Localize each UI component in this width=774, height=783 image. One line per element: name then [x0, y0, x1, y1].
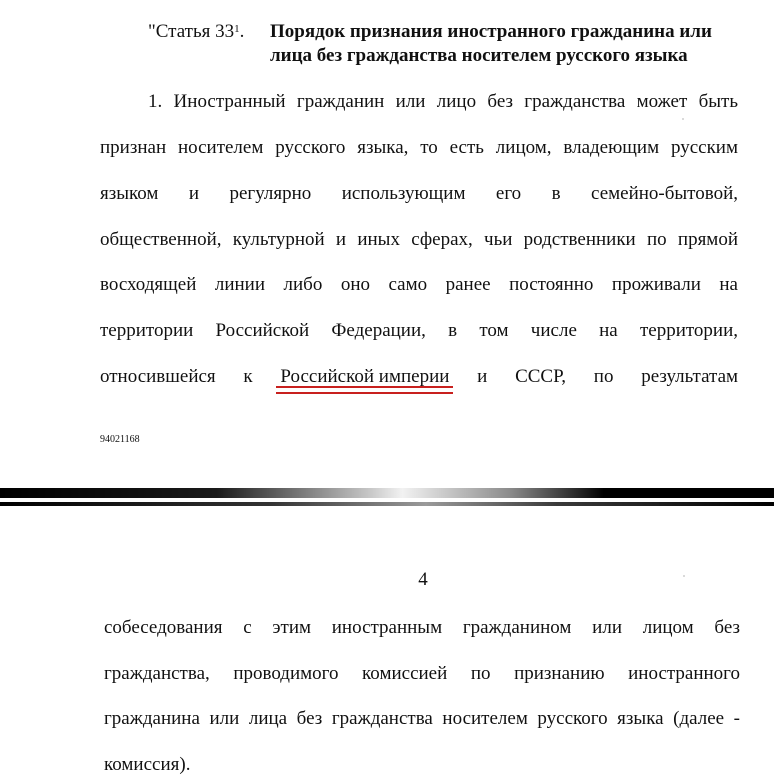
paragraph-line: общественной, культурной и иных сферах, чьи родственники по прямой: [100, 229, 738, 250]
scan-speck: [683, 575, 685, 577]
paragraph-line: 1. Иностранный гражданин или лицо без гражданства может быть: [148, 91, 738, 112]
article-title-line: Порядок признания иностранного гражданина или: [270, 21, 712, 42]
paragraph-line: территории Российской Федерации, в том числе на территории,: [100, 320, 738, 341]
article-superscript: 1: [234, 23, 240, 35]
paragraph-line: комиссия).: [104, 754, 191, 775]
paragraph-line: гражданина или лица без гражданства носителем русского языка (далее -: [104, 708, 740, 729]
scan-speck: [682, 118, 684, 120]
highlighted-phrase: Российской империи: [280, 366, 450, 387]
paragraph-line: признан носителем русского языка, то есть лицом, владеющим русским: [100, 137, 738, 158]
paragraph-line: собеседования с этим иностранным гражданином или лицом без: [104, 617, 740, 638]
paragraph-line: гражданства, проводимого комиссией по признанию иностранного: [104, 663, 740, 684]
article-label: "Статья $33^1$.: [148, 21, 245, 42]
page-number: 4: [418, 569, 428, 590]
paragraph-line: восходящей линии либо оно само ранее постоянно проживали на: [100, 274, 738, 295]
article-title: [270, 20, 748, 68]
paragraph-line-highlighted: относившейся к Российской империи и СССР, по результатам: [100, 366, 739, 387]
document-code: 94021168: [100, 434, 140, 445]
separator-band: [0, 488, 774, 498]
separator-rule: [0, 502, 774, 506]
document-page-bottom: [0, 518, 774, 783]
article-title-line: лица без гражданства носителем русского языка: [270, 45, 688, 66]
paragraph-line: языком и регулярно использующим его в семейно-бытовой,: [100, 183, 738, 204]
page-separator: [0, 488, 774, 518]
